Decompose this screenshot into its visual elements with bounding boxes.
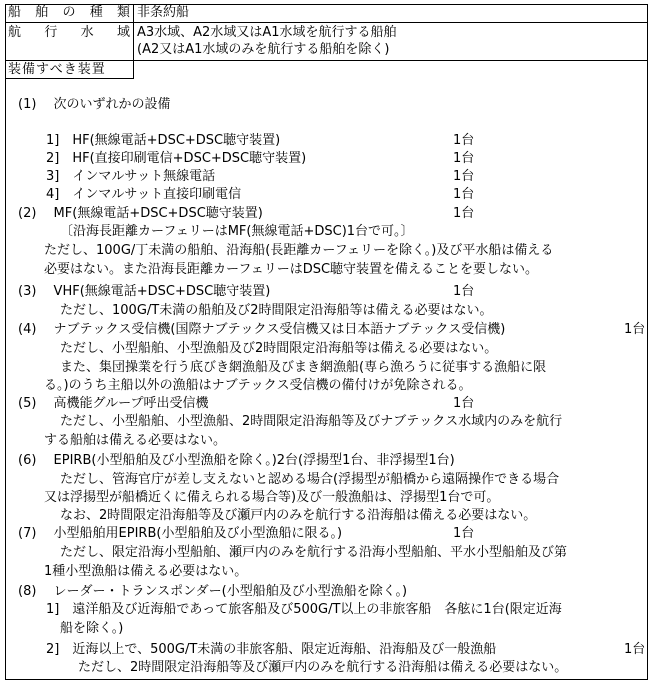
item-4-qty: 1台 (624, 322, 646, 337)
item-8-sub-1: 1] 遠洋船及び近海船であって旅客船及び500G/T以上の非旅客船 各舷に1台(限定近海 (46, 602, 562, 617)
item-8-text-1: ただし、2時間限定沿海船等及び瀬戸内のみを航行する沿海船は備える必要はない。 (78, 660, 568, 675)
column-divider (133, 4, 134, 79)
item-2-heading: (2) MF(無線電話+DSC+DSC聴守装置) (18, 206, 263, 221)
item-2-qty: 1台 (453, 206, 475, 221)
row-divider (5, 22, 648, 23)
item-6-text-2: 又は浮揚型が船橋近くに備えられる場合等)及び一般漁船は、浮揚型1台で可。 (44, 490, 500, 505)
item-8-sub-2: 2] 近海以上で、500G/T未満の非旅客船、限定近海船、沿海船及び一般漁船 (46, 642, 497, 657)
item-2-text-2: 必要はない。また沿海長距離カーフェリーはDSC聴守装置を備えることを要しない。 (44, 262, 539, 277)
ship-type-value: 非条約船 (137, 5, 190, 20)
item-7-heading: (7) 小型船舶用EPIRB(小型船舶及び小型漁船に限る。) (18, 526, 343, 541)
item-6-text-1: ただし、管海官庁が差し支えないと認める場合(浮揚型が船橋から遠隔操作できる場合 (60, 472, 560, 487)
item-8-sub-1-cont: 船を除く。) (60, 621, 124, 636)
item-4-text-3: る。)のうち主船以外の漁船はナブテックス受信機の備付けが免除される。 (44, 378, 472, 393)
item-1-sub-3-qty: 1台 (453, 169, 475, 184)
item-4-heading: (4) ナブテックス受信機(国際ナブテックス受信機又は日本語ナブテックス受信機) (18, 322, 506, 337)
item-5-text-1: ただし、小型船舶、小型漁船、2時間限定沿海船等及びナブテックス水域内のみを航行 (60, 414, 563, 429)
area-label: 航 行 水 域 (8, 25, 130, 40)
item-3-qty: 1台 (453, 284, 475, 299)
equipment-label: 装備すべき装置 (8, 62, 106, 77)
item-5-qty: 1台 (453, 396, 475, 411)
area-value-line-1: A3水域、A2水域又はA1水域を航行する船舶 (137, 25, 397, 40)
item-7-text-2: 1種小型漁船は備える必要はない。 (44, 564, 248, 579)
item-8-heading: (8) レーダー・トランスポンダー(小型船舶及び小型漁船を除く。) (18, 584, 408, 599)
item-4-text-1: ただし、小型船舶、小型漁船及び2時間限定沿海船等は備える必要はない。 (60, 341, 498, 356)
area-value-line-2: (A2又はA1水域のみを航行する船舶を除く) (137, 42, 390, 57)
item-3-heading: (3) VHF(無線電話+DSC+DSC聴守装置) (18, 284, 271, 299)
item-2-text-1: ただし、100G/丁未満の船舶、沿海船(長距離カーフェリーを除く。)及び平水船は備える (44, 243, 554, 258)
item-1-heading: (1) 次のいずれかの設備 (18, 97, 171, 112)
row-divider (5, 78, 134, 79)
item-1-sub-1-qty: 1台 (453, 133, 475, 148)
item-6-text-3: なお、2時間限定沿海船等及び瀬戸内のみを航行する沿海船は備える必要はない。 (60, 508, 537, 523)
item-1-sub-3: 3] インマルサット無線電話 (46, 169, 216, 184)
item-6-heading: (6) EPIRB(小型船舶及び小型漁船を除く。)2台(浮揚型1台、非浮揚型1台) (18, 453, 455, 468)
item-5-heading: (5) 高機能グループ呼出受信機 (18, 396, 209, 411)
item-5-text-2: する船舶は備える必要はない。 (44, 433, 227, 448)
item-1-sub-1: 1] HF(無線電話+DSC+DSC聴守装置) (46, 133, 281, 148)
item-1-sub-2: 2] HF(直接印刷電信+DSC+DSC聴守装置) (46, 151, 307, 166)
item-1-sub-2-qty: 1台 (453, 151, 475, 166)
item-3-text-1: ただし、100G/T未満の船舶及び2時間限定沿海船等は備える必要はない。 (60, 303, 493, 318)
item-8-sub-2-qty: 1台 (624, 642, 646, 657)
item-2-note: 〔沿海長距離カーフェリーはMF(無線電話+DSC)1台で可。〕 (60, 224, 414, 239)
item-4-text-2: また、集団操業を行う底びき網漁船及びまき網漁船(専ら漁ろうに従事する漁船に限 (60, 360, 547, 375)
ship-type-label: 船 舶 の 種 類 (8, 5, 130, 20)
item-7-text-1: ただし、限定沿海小型船舶、瀬戸内のみを航行する沿海小型船舶、平水小型船舶及び第 (60, 545, 568, 560)
item-7-qty: 1台 (453, 526, 475, 541)
row-divider (5, 60, 648, 61)
item-1-sub-4: 4] インマルサット直接印刷電信 (46, 187, 242, 202)
item-1-sub-4-qty: 1台 (453, 187, 475, 202)
